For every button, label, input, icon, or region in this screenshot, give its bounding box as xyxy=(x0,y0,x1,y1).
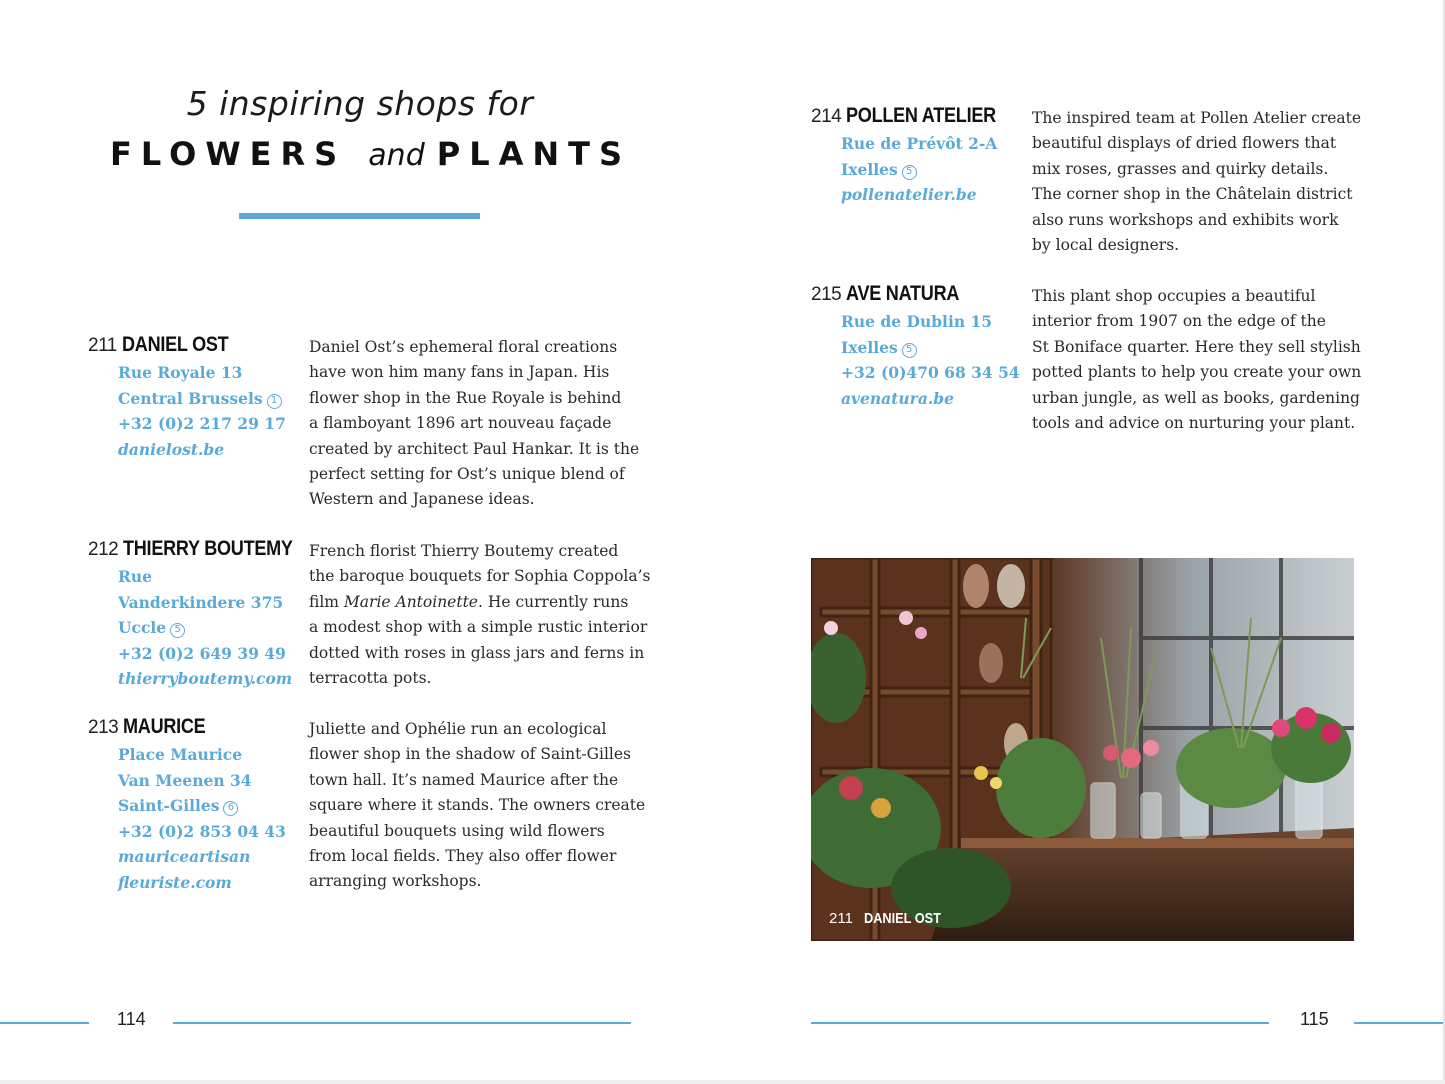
shop-phone[interactable]: +32 (0)2 217 29 17 xyxy=(118,414,286,433)
shop-entry-212 xyxy=(88,537,651,707)
shop-name: POLLEN ATELIER xyxy=(846,104,997,127)
description-line: created by architect Paul Hankar. It is the xyxy=(309,439,640,458)
title-line-1: 5 inspiring shops for xyxy=(186,84,534,123)
shop-website[interactable]: thierryboutemy.com xyxy=(118,669,293,688)
description-line: urban jungle, as well as books, gardening xyxy=(1032,388,1360,407)
shop-number: 214 xyxy=(811,106,842,127)
shop-district xyxy=(841,157,1011,183)
shop-name: MAURICE xyxy=(123,715,206,738)
shop-heading xyxy=(811,282,978,306)
description-line: the baroque bouquets for Sophia Coppola’s xyxy=(309,567,651,586)
shop-website[interactable]: pollenatelier.be xyxy=(841,185,977,204)
shop-name: THIERRY BOUTEMY xyxy=(123,537,294,560)
shop-heading xyxy=(88,537,321,561)
shop-address: Place Maurice xyxy=(118,745,243,764)
shop-name: DANIEL OST xyxy=(121,333,229,356)
page-edge-bottom xyxy=(0,1080,1445,1084)
shop-website[interactable]: mauriceartisan xyxy=(118,847,251,866)
description-line: interior from 1907 on the edge of the xyxy=(1032,312,1326,331)
page-number-left: 114 xyxy=(117,1009,146,1029)
description-line: tools and advice on nurturing your plant. xyxy=(1032,414,1356,433)
photo-caption xyxy=(829,908,955,927)
shop-address: Rue de Prévôt 2-A xyxy=(841,134,998,153)
description-line: The corner shop in the Châtelain district xyxy=(1032,185,1353,204)
footer-rule xyxy=(1354,1022,1443,1024)
shop-district-name: Ixelles xyxy=(841,337,898,357)
description-line: also runs workshops and exhibits work xyxy=(1032,210,1339,229)
description-line: Juliette and Ophélie run an ecological xyxy=(309,720,607,738)
description-line: arranging workshops. xyxy=(309,872,482,891)
shop-district xyxy=(118,615,288,641)
title-word-plants: PLANTS xyxy=(436,135,632,173)
shop-address-2: Vanderkindere 375 xyxy=(118,592,284,612)
shop-description xyxy=(309,335,639,513)
footer-rule xyxy=(173,1022,631,1024)
film-title: Marie Antoinette xyxy=(343,592,478,611)
shop-website-cont[interactable]: fleuriste.com xyxy=(118,872,232,892)
shop-contact xyxy=(118,360,288,462)
description-line: mix roses, grasses and quirky details. xyxy=(1032,159,1329,178)
shop-number: 215 xyxy=(811,284,842,305)
shop-address-2: Van Meenen 34 xyxy=(118,770,252,790)
shop-district xyxy=(118,386,288,412)
shop-entry-214 xyxy=(811,104,1371,264)
shop-contact xyxy=(118,742,288,895)
title-line-2 xyxy=(110,135,632,173)
shop-description xyxy=(1032,106,1361,258)
zone-marker: 6 xyxy=(223,801,238,816)
shop-heading xyxy=(811,104,1021,128)
shop-district-name: Ixelles xyxy=(841,159,898,179)
caption-number: 211 xyxy=(829,910,853,927)
shop-description xyxy=(309,539,650,691)
description-line: by local designers. xyxy=(1032,236,1180,255)
footer-rule xyxy=(811,1022,1269,1024)
footer-rule xyxy=(0,1022,89,1024)
description-line: St Boniface quarter. Here they sell stylish xyxy=(1032,337,1361,356)
description-line: dotted with roses in glass jars and ferns in xyxy=(309,643,645,662)
description-line: flower shop in the Rue Royale is behind xyxy=(309,388,622,407)
shop-phone[interactable]: +32 (0)470 68 34 54 xyxy=(841,363,1020,382)
description-line: from local fields. They also offer flower xyxy=(309,847,617,866)
description-line: The inspired team at Pollen Atelier create xyxy=(1032,109,1362,127)
description-line: square where it stands. The owners create xyxy=(309,796,646,815)
description-line: beautiful bouquets using wild flowers xyxy=(309,821,605,840)
shop-website[interactable]: danielost.be xyxy=(118,439,225,459)
shop-entry-211 xyxy=(88,333,648,523)
shop-contact xyxy=(841,309,1020,411)
description-line: perfect setting for Ost’s unique blend of xyxy=(309,465,625,484)
description-line xyxy=(309,590,650,615)
page-number-right: 115 xyxy=(1300,1009,1329,1029)
description-text: film xyxy=(309,592,344,611)
description-text: . He currently runs xyxy=(477,592,629,611)
shop-phone[interactable]: +32 (0)2 853 04 43 xyxy=(118,821,286,841)
shop-address: Rue de Dublin 15 xyxy=(841,312,993,331)
shop-contact xyxy=(841,131,1011,208)
spread-title xyxy=(110,84,632,173)
shop-address: Rue xyxy=(118,567,153,586)
description-line: French florist Thierry Boutemy created xyxy=(309,542,619,560)
shop-address: Rue Royale 13 xyxy=(118,363,243,382)
shop-contact xyxy=(118,564,293,692)
shop-number: 211 xyxy=(88,335,117,356)
shop-heading xyxy=(88,333,246,357)
zone-marker: 5 xyxy=(902,165,917,180)
zone-marker: 5 xyxy=(170,623,185,638)
description-line: town hall. It’s named Maurice after the xyxy=(309,770,619,789)
zone-marker: 1 xyxy=(267,394,282,409)
shop-photo xyxy=(811,558,1354,941)
description-line: flower shop in the shadow of Saint-Gilles xyxy=(309,745,632,764)
title-underline xyxy=(239,213,480,219)
flower-shop-illustration xyxy=(811,558,1354,941)
description-line: Western and Japanese ideas. xyxy=(309,490,535,509)
shop-description xyxy=(309,717,645,895)
zone-marker: 5 xyxy=(902,343,917,358)
shop-entry-215 xyxy=(811,282,1371,452)
shop-number: 212 xyxy=(88,539,119,560)
shop-phone[interactable]: +32 (0)2 649 39 49 xyxy=(118,643,286,663)
shop-website[interactable]: avenatura.be xyxy=(841,388,954,408)
description-line: a modest shop with a simple rustic interior xyxy=(309,618,648,637)
title-word-flowers: FLOWERS xyxy=(110,135,347,173)
description-line: have won him many fans in Japan. His xyxy=(309,363,610,382)
shop-number: 213 xyxy=(88,717,119,738)
description-line: Daniel Ost’s ephemeral floral creations xyxy=(309,338,618,356)
caption-name: DANIEL OST xyxy=(864,910,942,927)
description-line: This plant shop occupies a beautiful xyxy=(1032,287,1316,305)
shop-district xyxy=(118,793,288,819)
shop-entry-213 xyxy=(88,715,648,905)
description-line: a flamboyant 1896 art nouveau façade xyxy=(309,414,612,433)
shop-heading xyxy=(88,715,219,739)
shop-district-name: Saint-Gilles xyxy=(118,796,220,815)
shop-name: AVE NATURA xyxy=(846,282,960,305)
description-line: potted plants to help you create your own xyxy=(1032,363,1362,382)
shop-district xyxy=(841,335,1011,361)
shop-district-name: Uccle xyxy=(118,618,167,637)
shop-district-name: Central Brussels xyxy=(118,388,263,408)
description-line: terracotta pots. xyxy=(309,669,432,688)
description-line: beautiful displays of dried flowers that xyxy=(1032,134,1337,153)
shop-description xyxy=(1032,284,1361,436)
title-connector: and xyxy=(368,138,425,173)
